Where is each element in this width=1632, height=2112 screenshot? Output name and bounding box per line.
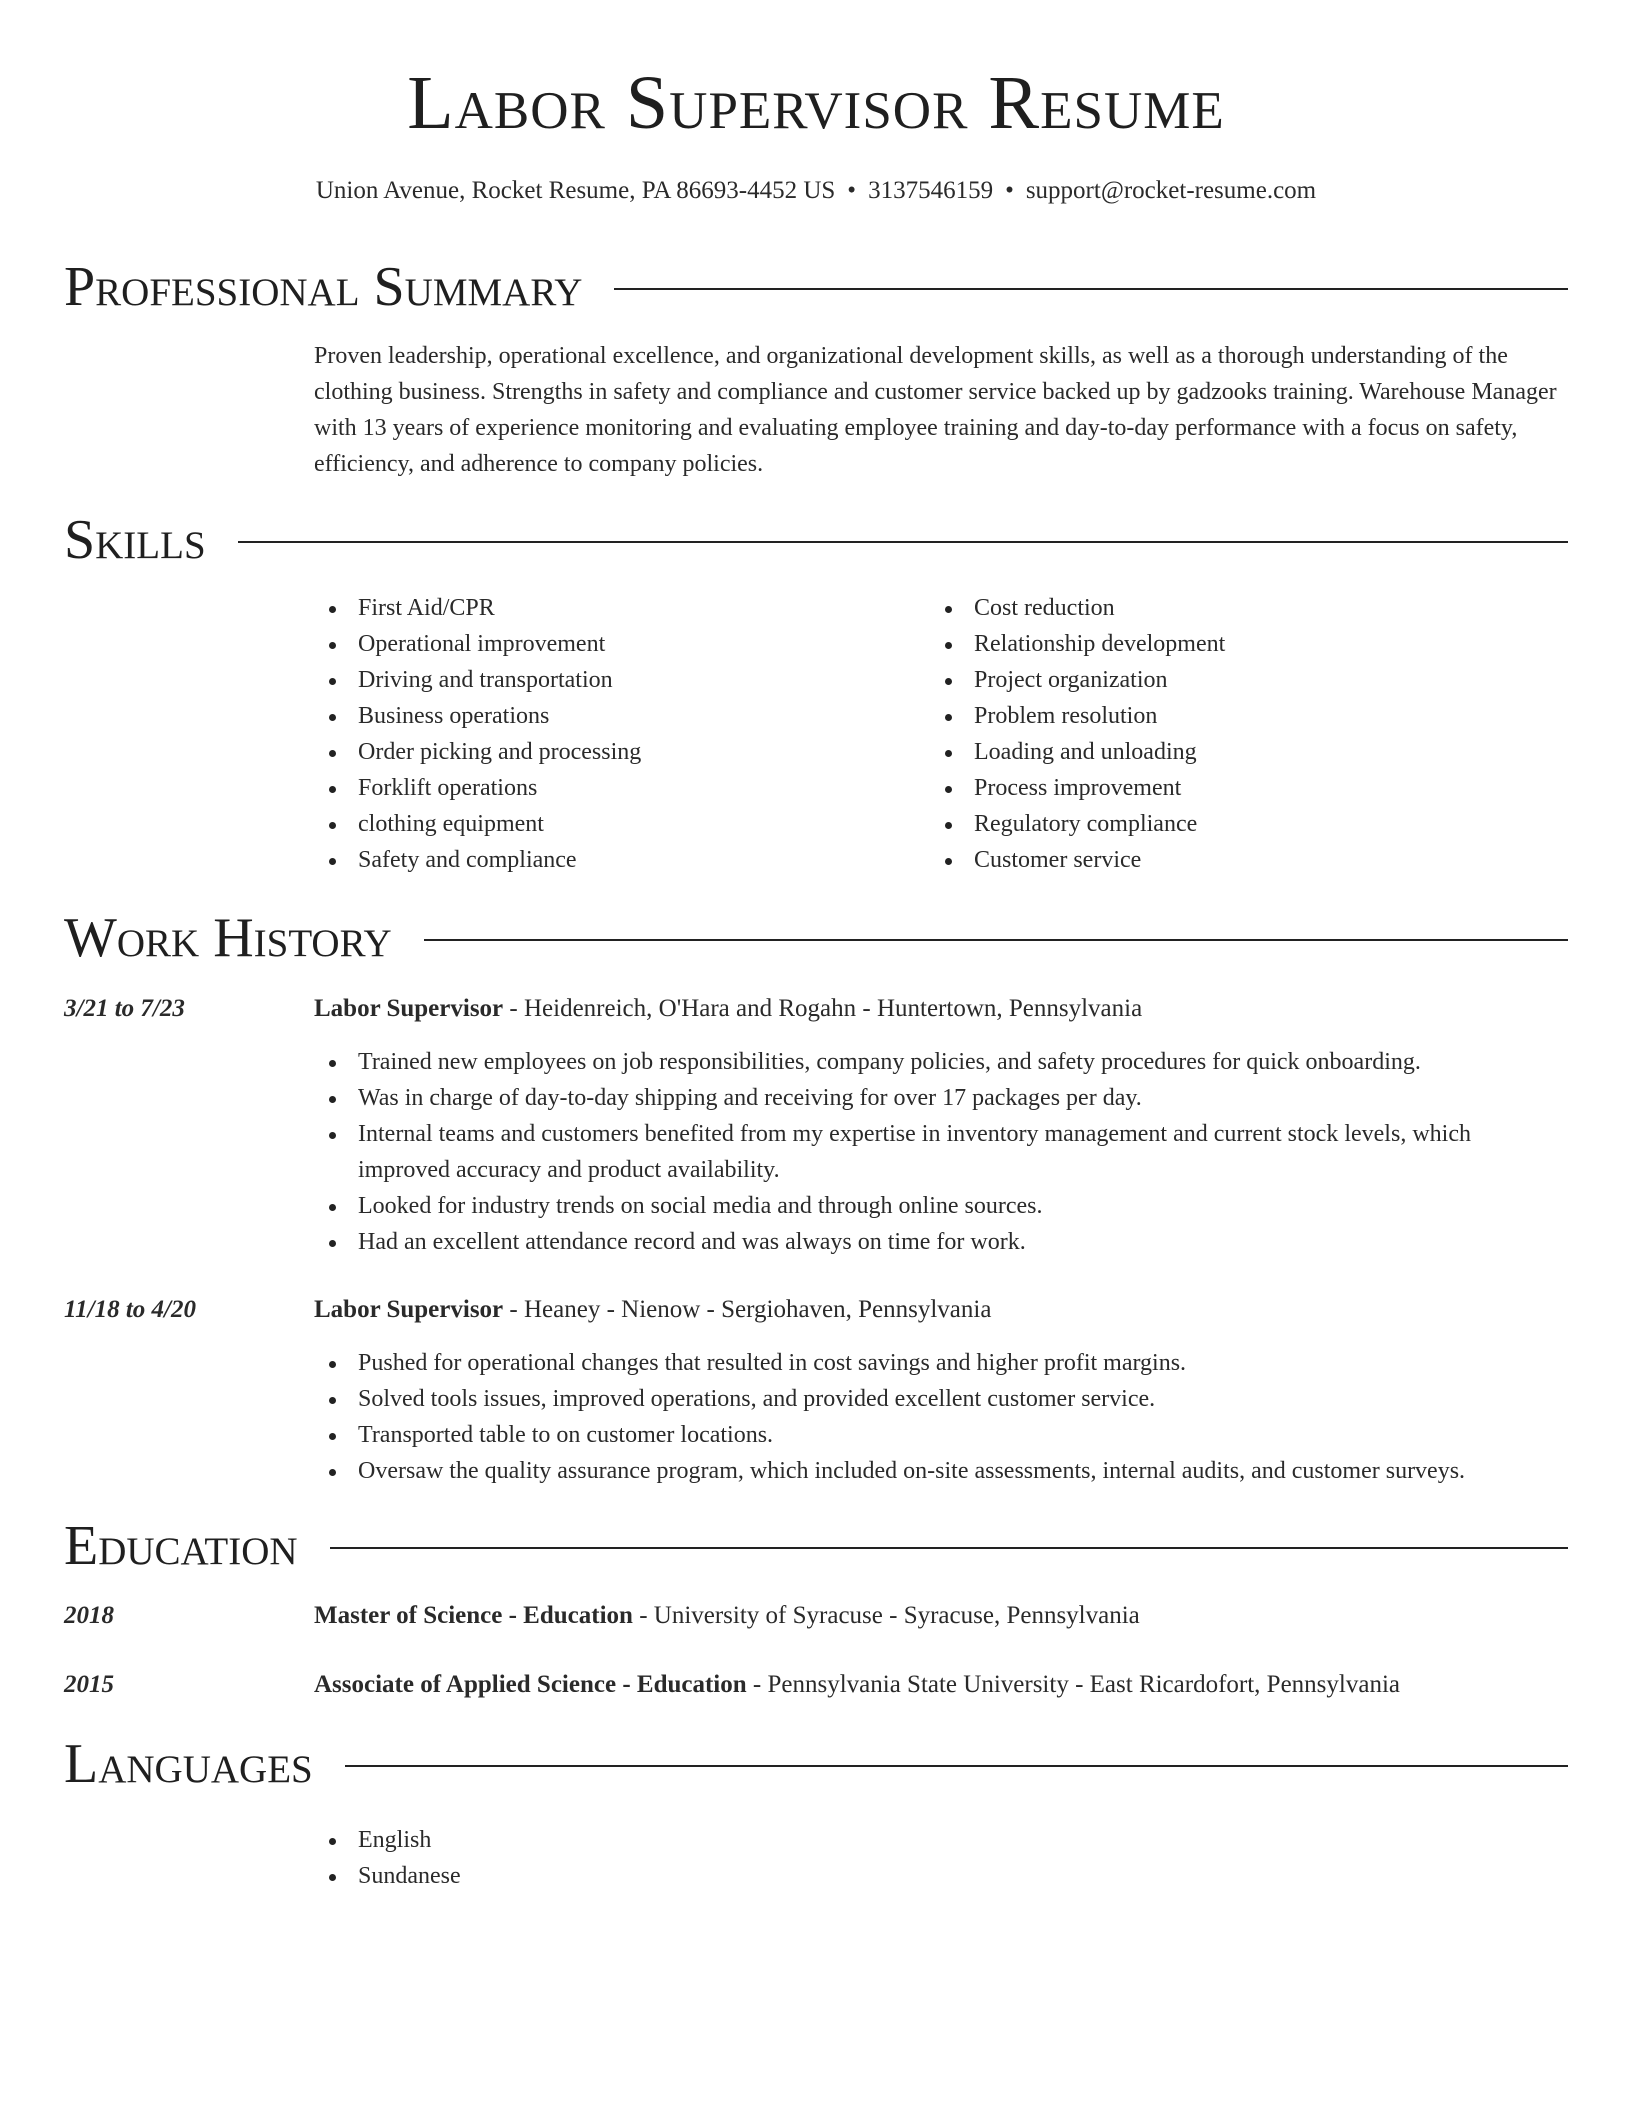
section-divider: [238, 541, 1568, 543]
skill-item: Customer service: [930, 842, 1490, 878]
skill-item: Relationship development: [930, 626, 1490, 662]
section-divider: [330, 1547, 1568, 1549]
job-bullet: Looked for industry trends on social media and through online sources.: [314, 1188, 1568, 1224]
job-title: Labor Supervisor: [314, 995, 504, 1022]
job-bullets: [314, 1044, 1568, 1260]
section-divider: [614, 288, 1568, 290]
skill-item: Business operations: [314, 698, 874, 734]
section-title-work-history: Work History: [64, 907, 392, 969]
job-employer-location: - Heidenreich, O'Hara and Rogahn - Huntertown, Pennsylvania: [503, 995, 1143, 1022]
job-bullet: Solved tools issues, improved operations, and provided excellent customer service.: [314, 1381, 1568, 1417]
contact-separator: •: [1005, 177, 1014, 204]
skill-item: Forklift operations: [314, 770, 874, 806]
job-bullet: Oversaw the quality assurance program, which included on-site assessments, internal audits, and customer surveys.: [314, 1453, 1568, 1489]
job-bullet: Was in charge of day-to-day shipping and receiving for over 17 packages per day.: [314, 1080, 1568, 1116]
job-heading: [314, 1292, 1568, 1328]
job-dates: 3/21 to 7/23: [64, 995, 185, 1022]
education-school-location: - University of Syracuse - Syracuse, Pennsylvania: [632, 1602, 1140, 1629]
job-title: Labor Supervisor: [314, 1296, 504, 1323]
job-dates: 11/18 to 4/20: [64, 1296, 196, 1323]
skill-item: Safety and compliance: [314, 842, 874, 878]
section-title-summary: Professional Summary: [64, 256, 583, 318]
skills-list-right: [930, 590, 1490, 878]
section-header-summary: [64, 252, 1568, 322]
section-header-languages: [64, 1729, 1568, 1799]
education-year: 2015: [64, 1671, 114, 1698]
section-title-skills: Skills: [64, 509, 206, 571]
section-title-education: Education: [64, 1515, 298, 1577]
job-bullet: Transported table to on customer locations.: [314, 1417, 1568, 1453]
language-item: English: [314, 1822, 461, 1858]
skill-item: First Aid/CPR: [314, 590, 874, 626]
skill-item: Project organization: [930, 662, 1490, 698]
skill-item: Regulatory compliance: [930, 806, 1490, 842]
skill-item: Operational improvement: [314, 626, 874, 662]
skill-item: clothing equipment: [314, 806, 874, 842]
job-bullet: Pushed for operational changes that resulted in cost savings and higher profit margins.: [314, 1345, 1568, 1381]
skill-item: Loading and unloading: [930, 734, 1490, 770]
skill-item: Cost reduction: [930, 590, 1490, 626]
languages-list: [314, 1822, 461, 1894]
contact-email: support@rocket-resume.com: [1025, 177, 1317, 204]
section-header-work-history: [64, 903, 1568, 973]
job-bullets: [314, 1345, 1568, 1489]
job-bullet: Trained new employees on job responsibilities, company policies, and safety procedures for quick onboarding.: [314, 1044, 1568, 1080]
skill-item: Process improvement: [930, 770, 1490, 806]
job-heading: [314, 991, 1568, 1027]
education-school-location: - Pennsylvania State University - East Ricardofort, Pennsylvania: [746, 1671, 1400, 1698]
skill-item: Order picking and processing: [314, 734, 874, 770]
skill-item: Driving and transportation: [314, 662, 874, 698]
summary-text: Proven leadership, operational excellence, and organizational development skills, as well as a thorough understanding of the clothing business. Strengths in safety and compliance and customer service backed up by gadzooks training. Warehouse Manager with 13 years of experience monitoring and evaluating employee training and day-to-day performance with a focus on safety, efficiency, and adherence to company policies.: [314, 343, 1557, 477]
section-header-education: [64, 1511, 1568, 1581]
section-header-skills: [64, 505, 1568, 575]
job-bullet: Had an excellent attendance record and was always on time for work.: [314, 1224, 1568, 1260]
contact-address: Union Avenue, Rocket Resume, PA 86693-4452 US: [315, 177, 836, 204]
section-divider: [345, 1765, 1568, 1767]
contact-phone: 3137546159: [868, 177, 994, 204]
job-employer-location: - Heaney - Nienow - Sergiohaven, Pennsylvania: [503, 1296, 992, 1323]
skill-item: Problem resolution: [930, 698, 1490, 734]
education-degree: Associate of Applied Science - Education: [314, 1671, 747, 1698]
contact-separator: •: [847, 177, 857, 204]
language-item: Sundanese: [314, 1858, 461, 1894]
education-degree: Master of Science - Education: [314, 1602, 633, 1629]
skills-list-left: [314, 590, 874, 878]
resume-title: Labor Supervisor Resume: [407, 61, 1225, 145]
education-entry: [314, 1667, 1568, 1703]
section-title-languages: Languages: [64, 1733, 313, 1795]
section-divider: [424, 939, 1568, 941]
job-bullet: Internal teams and customers benefited from my expertise in inventory management and current stock levels, which improved accuracy and product availability.: [314, 1116, 1568, 1188]
contact-line: [0, 174, 1632, 208]
education-entry: [314, 1598, 1568, 1634]
education-year: 2018: [64, 1602, 114, 1629]
